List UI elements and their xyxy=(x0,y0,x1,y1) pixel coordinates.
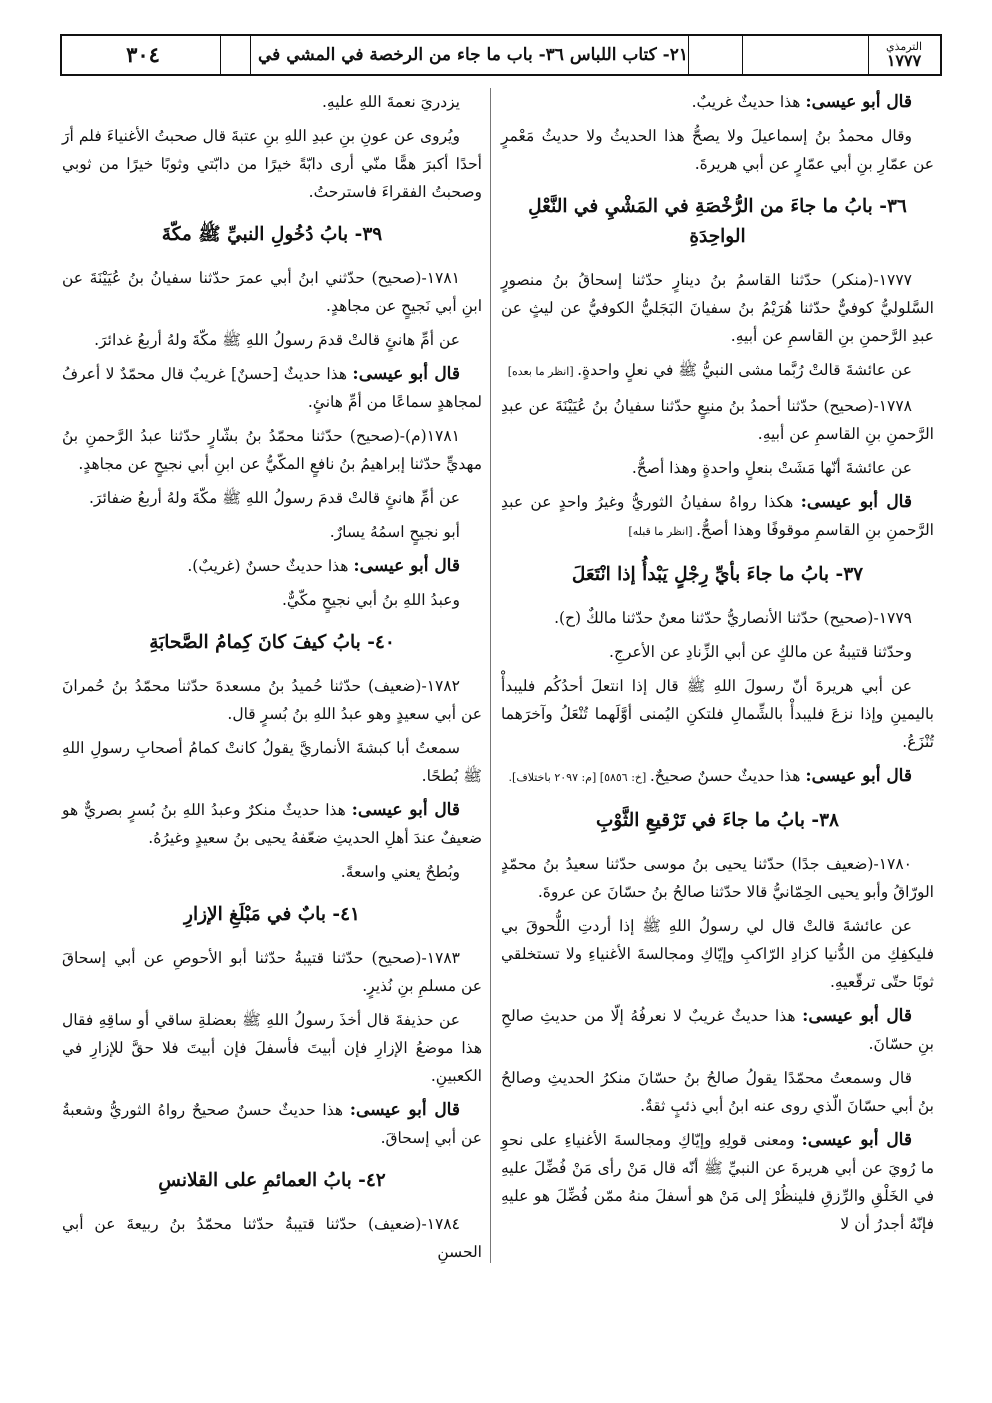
hadith-paragraph xyxy=(501,266,934,350)
paragraph-text: عن أمِّ هانئٍ قالتْ قدمَ رسولُ اللهِ ﷺ مكّةَ ولهُ أربعُ غدائرَ. xyxy=(94,331,460,349)
commentary-paragraph xyxy=(62,1096,482,1152)
commentary-paragraph xyxy=(501,88,934,116)
paragraph-text: وحدّثنا قتيبةُ عن مالكٍ عن أبي الزِّنادِ عن الأعرجِ. xyxy=(609,643,912,661)
paragraph-text: هذا حديثٌ حسنٌ صحيحٌ رواهُ الثوريُّ وشعبةُ عن أبي إسحاقَ. xyxy=(62,1101,482,1147)
hadith-paragraph xyxy=(62,518,482,546)
commentary-paragraph xyxy=(62,552,482,580)
commentary-paragraph xyxy=(501,1126,934,1238)
commentary-paragraph xyxy=(501,488,934,546)
chapter-heading: ٣٧- بابُ ما جاءَ بأيِّ رِجْلٍ يَبْدأُ إذا انْتَعَلَ xyxy=(571,564,864,585)
column-divider xyxy=(490,88,491,1263)
paragraph-text: هذا حديثٌ غريبٌ. xyxy=(691,93,806,111)
commentary-lead: قال أبو عيسى: xyxy=(349,1100,460,1120)
right-column xyxy=(501,88,934,1244)
header-cell xyxy=(220,36,250,74)
book-ref-number: ١٧٧٧ xyxy=(886,51,922,70)
hadith-paragraph xyxy=(62,858,482,886)
paragraph-text: ١٧٨٣-(صحيح) حدّثنا قتيبةُ حدّثنا أبو الأحوصِ عن أبي إسحاقَ عن مسلمِ بنِ نُذيرٍ. xyxy=(62,949,482,995)
paragraph-text: عن عائشةَ أنّها مَشَتْ بنعلٍ واحدةٍ وهذا أصحُّ. xyxy=(631,459,912,477)
reference-note: [خ: ٥٨٥٦] [م: ٢٠٩٧ باختلاف]. xyxy=(508,771,650,784)
paragraph-text: وبُطحٌ يعني واسعةً. xyxy=(340,863,460,881)
hadith-paragraph xyxy=(501,1064,934,1120)
left-column xyxy=(62,88,482,1272)
hadith-paragraph xyxy=(501,638,934,666)
hadith-paragraph xyxy=(501,356,934,386)
paragraph-text: ١٧٨٠-(ضعيف جدًا) حدّثنا يحيى بنُ موسى حدّثنا سعيدُ بنُ محمّدٍ الورّاقُ وأبو يحيى الحِمّانيُّ قالا حدّثنا صالحُ بنُ حسّانَ عن عروةَ. xyxy=(501,855,934,901)
reference-note: [انظر ما قبله] xyxy=(628,525,697,538)
hadith-paragraph xyxy=(501,850,934,906)
paragraph-text: ١٧٨٢-(ضعيف) حدّثنا حُميدُ بنُ مسعدةَ حدّثنا محمّدُ بنُ حُمرانَ عن أبي سعيدٍ وهو عبدُ اللهِ بنُ بُسرٍ قال. xyxy=(62,677,482,723)
commentary-paragraph xyxy=(501,762,934,792)
chapter-heading: ٤٢- بابُ العمائمِ على القلانسِ xyxy=(158,1170,386,1191)
header-cell xyxy=(742,36,868,74)
hadith-paragraph xyxy=(501,672,934,756)
commentary-paragraph xyxy=(501,1002,934,1058)
paragraph-text: هذا حديثٌ منكرٌ وعبدُ اللهِ بنُ بُسرٍ بصريٌّ هو ضعيفٌ عندَ أهلِ الحديثِ ضعّفهُ يحيى بنُ سعيدٍ وغيرُهُ. xyxy=(62,801,482,847)
reference-note: [انظر ما بعده] xyxy=(507,365,578,378)
paragraph-text: هذا حديثٌ [حسنٌ] غريبٌ قال محمّدٌ لا أعرفُ لمجاهدٍ سماعًا من أمِّ هانئٍ. xyxy=(62,365,482,411)
hadith-paragraph xyxy=(62,1210,482,1266)
paragraph-text: قال وسمعتُ محمّدًا يقولُ صالحُ بنُ حسّانَ منكرُ الحديثِ وصالحُ بنُ أبي حسّانَ الّذي روى عنه ابنُ أبي ذئبٍ ثقةٌ. xyxy=(501,1069,934,1115)
paragraph-text: أبو نجيحٍ اسمُهُ يسارٌ. xyxy=(329,523,460,541)
paragraph-text: هذا حديثٌ حسنٌ (غريبٌ). xyxy=(187,557,354,575)
chapter-heading: ٣٨- بابُ ما جاءَ في تَرْقيعِ الثَّوْبِ xyxy=(596,810,839,831)
paragraph-text: عن عائشةَ قالتْ قال لي رسولُ اللهِ ﷺ إذا أردتِ اللُّحوقَ بي فليكفِكِ من الدُّنيا كزادِ الرّاكبِ وإيّاكِ ومجالسةَ الأغنياءِ ولا تستخلقي ثوبًا حتّى ترقّعيهِ. xyxy=(501,917,934,991)
hadith-paragraph xyxy=(62,944,482,1000)
hadith-paragraph xyxy=(62,484,482,512)
chapter-heading: ٣٦- بابُ ما جاءَ من الرُّخْصَةِ في المَشْيِ في النَّعْلِ الواحِدَةِ xyxy=(528,196,907,247)
paragraph-text: سمعتُ أبا كبشةَ الأنماريَّ يقولُ كانتْ كمامُ أصحابِ رسولِ اللهِ ﷺ بُطحًا. xyxy=(62,739,482,785)
running-title: ٢١- كتاب اللباس ٣٦- باب ما جاء من الرخصة في المشي في xyxy=(258,45,688,65)
commentary-lead: قال أبو عيسى: xyxy=(800,492,912,512)
hadith-paragraph xyxy=(501,912,934,996)
hadith-paragraph xyxy=(62,122,482,206)
paragraph-text: هذا حديثٌ غريبٌ لا نعرفُهُ إلّا من حديثِ صالحِ بنِ حسّانَ. xyxy=(501,1007,934,1053)
chapter-heading: ٣٩- بابُ دُخُولِ النبيِّ ﷺ مكّةَ xyxy=(161,224,383,245)
paragraph-text: عن عائشةَ قالتْ رُبَّما مشى النبيُّ ﷺ في نعلٍ واحدةٍ. xyxy=(577,361,912,379)
paragraph-text: ويُروى عن عونِ بنِ عبدِ اللهِ بنِ عتبةَ قال صحبتُ الأغنياءَ فلم أرَ أحدًا أكبرَ همًّا منّي أرى دابّةً خيرًا من دابّتي وثوبًا خيرًا من ثوبي وصحبتُ الفقراءَ فاسترحتُ. xyxy=(62,127,482,201)
book-reference xyxy=(868,36,940,74)
paragraph-text: عن حذيفةَ قال أخذَ رسولُ اللهِ ﷺ بعضلةِ ساقي أو ساقِهِ فقال هذا موضعُ الإزارِ فإن أبيتَ فأسفلَ فإن أبيتَ فلا حقَّ للإزارِ في الكعبينِ. xyxy=(62,1011,482,1085)
paragraph-text: ١٧٨١-(صحيح) حدّثني ابنُ أبي عمرَ حدّثنا سفيانُ بنُ عُيَيْنَةَ عن ابنِ أبي نَجيحٍ عن مجاهدٍ. xyxy=(62,269,482,315)
commentary-paragraph xyxy=(62,360,482,416)
paragraph-text: ١٧٨١(م)-(صحيح) حدّثنا محمّدُ بنُ بشّارٍ حدّثنا عبدُ الرَّحمنِ بنُ مهديٍّ حدّثنا إبراهيمُ بنُ نافعٍ المكّيُّ عن ابنِ أبي نجيحٍ عن مجاهدٍ. xyxy=(62,427,482,473)
paragraph-text: ١٧٧٨-(صحيح) حدّثنا أحمدُ بنُ منيعٍ حدّثنا سفيانُ بنُ عُيَيْنَةَ عن عبدِ الرَّحمنِ بنِ القاسمِ عن أبيهِ. xyxy=(501,397,934,443)
paragraph-text: ١٧٧٩-(صحيح) حدّثنا الأنصاريُّ حدّثنا معنٌ حدّثنا مالكٌ (ح). xyxy=(554,609,912,627)
page-number: ٣٠٤ xyxy=(126,42,160,67)
hadith-paragraph xyxy=(62,264,482,320)
paragraph-text: هذا حديثٌ حسنٌ صحيحٌ. xyxy=(649,767,806,785)
paragraph-text: ١٧٨٤-(ضعيف) حدّثنا قتيبةُ حدّثنا محمّدُ بنُ ربيعةَ عن أبي الحسنِ xyxy=(62,1215,482,1261)
hadith-paragraph xyxy=(501,392,934,448)
page-header xyxy=(60,34,942,76)
hadith-paragraph xyxy=(501,604,934,632)
commentary-paragraph xyxy=(62,796,482,852)
paragraph-text: عن أبي هريرةَ أنّ رسولَ اللهِ ﷺ قال إذا انتعلَ أحدُكُم فليبدأْ باليمينِ وإذا نزعَ فليبدأْ بالشِّمالِ فلتكنِ اليُمنى أوَّلَهما تُنْعَلُ وآخرَهما تُنْزَعُ. xyxy=(501,677,934,751)
hadith-paragraph xyxy=(62,672,482,728)
hadith-paragraph xyxy=(501,122,934,178)
commentary-lead: قال أبو عيسى: xyxy=(351,800,460,820)
commentary-lead: قال أبو عيسى: xyxy=(801,1130,912,1150)
hadith-paragraph xyxy=(62,326,482,354)
hadith-paragraph xyxy=(62,422,482,478)
hadith-paragraph xyxy=(62,88,482,116)
hadith-paragraph xyxy=(62,734,482,790)
paragraph-text: يزدريَ نعمةَ اللهِ عليهِ. xyxy=(322,93,460,111)
commentary-lead: قال أبو عيسى: xyxy=(805,766,912,786)
paragraph-text: ومعنى قولِهِ وإيّاكِ ومجالسةَ الأغنياءِ على نحوِ ما رُويَ عن أبي هريرةَ عن النبيِّ ﷺ أنّه قال مَنْ رأى مَنْ فُضِّلَ عليهِ في الخَلْقِ والرِّزقِ فلينظُرْ إلى مَنْ هو أسفلَ منهُ ممّن فُضِّلَ هو عليهِ فإنّهُ أجدرُ أن لا xyxy=(501,1131,934,1233)
chapter-heading: ٤٠- بابُ كيفَ كانَ كِمامُ الصَّحابَةِ xyxy=(149,632,395,653)
chapter-heading: ٤١- بابٌ في مَبْلَغِ الإزارِ xyxy=(184,904,360,925)
hadith-paragraph xyxy=(62,1006,482,1090)
commentary-lead: قال أبو عيسى: xyxy=(353,556,460,576)
commentary-lead: قال أبو عيسى: xyxy=(802,1006,912,1026)
header-cell xyxy=(688,36,742,74)
book-ref-label: الترمذي xyxy=(885,40,923,53)
hadith-paragraph xyxy=(501,454,934,482)
paragraph-text: وقال محمدُ بنُ إسماعيلَ ولا يصحُّ هذا الحديثُ ولا حديثُ مَعْمرٍ عن عمّارِ بنِ أبي عمّارٍ عن أبي هريرةَ. xyxy=(501,127,934,173)
hadith-paragraph xyxy=(62,586,482,614)
commentary-lead: قال أبو عيسى: xyxy=(805,92,912,112)
paragraph-text: عن أمِّ هانئٍ قالتْ قدمَ رسولُ اللهِ ﷺ مكّةَ ولهُ أربعُ ضفائرَ. xyxy=(89,489,460,507)
commentary-lead: قال أبو عيسى: xyxy=(352,364,460,384)
paragraph-text: وعبدُ اللهِ بنُ أبي نجيحٍ مكّيٌّ. xyxy=(281,591,460,609)
paragraph-text: ١٧٧٧-(منكر) حدّثنا القاسمُ بنُ دينارٍ حدّثنا إسحاقُ بنُ منصورٍ السَّلوليُّ كوفيٌّ حدّثنا هُرَيْمُ بنُ سفيانَ البَجَليُّ الكوفيُّ عن ليثٍ عن عبدِ الرَّحمنِ بنِ القاسمِ عن أبيهِ. xyxy=(501,271,934,345)
paragraph-text: هكذا رواهُ سفيانُ الثوريُّ وغيرُ واحدٍ عن عبدِ الرَّحمنِ بنِ القاسمِ موقوفًا وهذا أصحُّ. xyxy=(501,493,934,539)
